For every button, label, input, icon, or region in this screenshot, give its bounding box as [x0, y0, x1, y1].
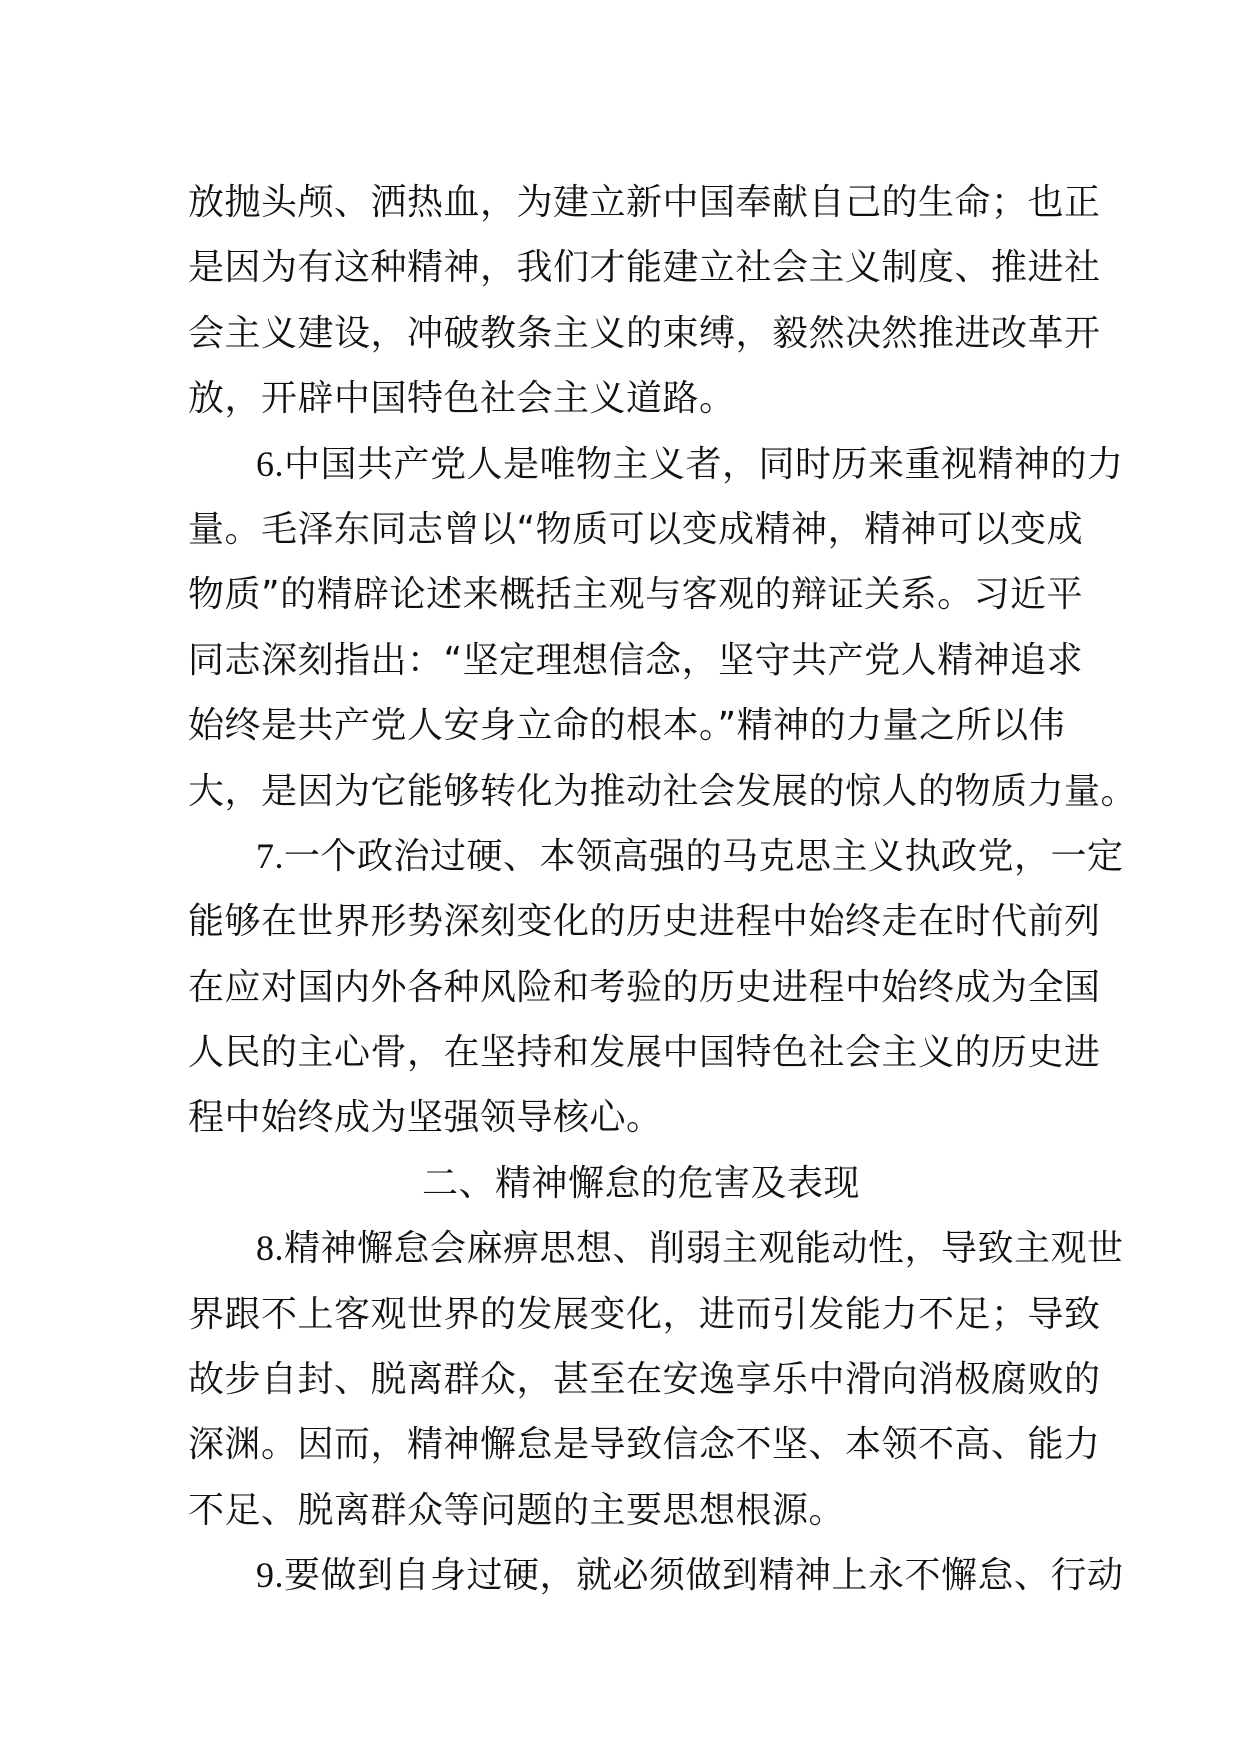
paragraph-7-first-line: [188, 824, 1124, 889]
text-line: 物质”的精辟论述来概括主观与客观的辩证关系。习近平: [188, 574, 1084, 616]
text-line: 精神懈怠会麻痹思想、削弱主观能动性，导致主观世: [284, 1228, 1124, 1270]
paragraph-6-first-line: [188, 432, 1124, 497]
text-line: 放抛头颅、洒热血，为建立新中国奉献自己的生命；也正: [188, 182, 1101, 223]
text-line: 是因为有这种精神，我们才能建立社会主义制度、推进社: [188, 247, 1101, 289]
paragraph-number: 9.: [256, 1555, 284, 1596]
text-line: 能够在世界形势深刻变化的历史进程中始终走在时代前列: [188, 901, 1101, 943]
section-heading: 二、精神懈怠的危害及表现: [421, 1162, 860, 1204]
text-line: 人民的主心骨，在坚持和发展中国特色社会主义的历史进: [188, 1032, 1101, 1074]
text-line: 同志深刻指出：“坚定理想信念，坚守共产党人精神追求: [188, 639, 1084, 681]
text-line: 要做到自身过硬，就必须做到精神上永不懈怠、行动: [284, 1555, 1124, 1597]
paragraph-number: 8.: [256, 1228, 284, 1269]
paragraph-8-first-line: [188, 1216, 1124, 1281]
text-line: 界跟不上客观世界的发展变化，进而引发能力不足；导致: [188, 1293, 1101, 1335]
text-line: 量。毛泽东同志曾以“物质可以变成精神，精神可以变成: [188, 508, 1084, 550]
text-line: 在应对国内外各种风险和考验的历史进程中始终成为全国: [188, 966, 1101, 1008]
body-text: [188, 170, 1138, 1609]
text-line: 不足、脱离群众等问题的主要思想根源。: [188, 1489, 846, 1531]
text-line: 大，是因为它能够转化为推动社会发展的惊人的物质力量。: [188, 770, 1138, 812]
paragraph-number: 6.: [256, 443, 284, 484]
paragraph-9-first-line: [188, 1543, 1124, 1608]
text-line: 始终是共产党人安身立命的根本。”精神的力量之所以伟: [188, 705, 1066, 747]
text-line: 会主义建设，冲破教条主义的束缚，毅然决然推进改革开: [188, 312, 1101, 354]
text-line: 中国共产党人是唯物主义者，同时历来重视精神的力: [284, 443, 1124, 485]
text-line: 一个政治过硬、本领高强的马克思主义执政党，一定: [284, 835, 1124, 877]
text-line: 放，开辟中国特色社会主义道路。: [188, 378, 736, 420]
text-line: 深渊。因而，精神懈怠是导致信念不坚、本领不高、能力: [188, 1424, 1101, 1466]
paragraph-number: 7.: [256, 835, 284, 876]
text-line: 程中始终成为坚强领导核心。: [188, 1097, 663, 1139]
text-line: 故步自封、脱离群众，甚至在安逸享乐中滑向消极腐败的: [188, 1359, 1101, 1401]
